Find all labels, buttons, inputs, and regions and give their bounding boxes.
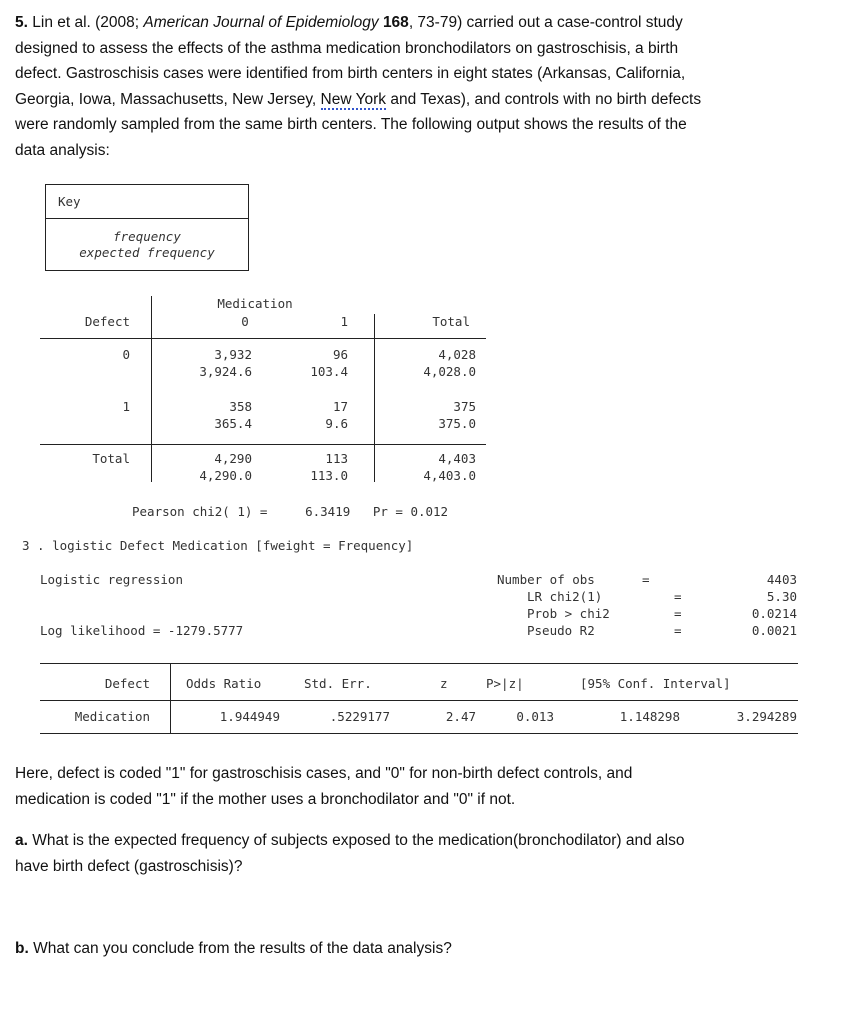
stat-lrchi2-label: LR chi2(1): [527, 589, 603, 604]
question-line-5: were randomly sampled from the same birth centers. The following output shows the results of the: [15, 116, 687, 133]
crosstab-vline-right: [374, 314, 375, 482]
coef-row-se: .5229177: [329, 709, 390, 724]
coding-note-line-2: medication is coded "1" if the mother uses a bronchodilator and "0" if not.: [15, 790, 516, 808]
coef-top-rule: [40, 663, 798, 664]
coef-bottom-rule: [40, 733, 798, 734]
coef-header-ci: [95% Conf. Interval]: [580, 676, 731, 691]
cell-r2-c1-freq: 113: [325, 451, 348, 466]
stat-lrchi2-eq: =: [674, 589, 682, 604]
question-line-4-pre: Georgia, Iowa, Massachusetts, New Jersey,: [15, 90, 321, 108]
stat-nobs-label: Number of obs: [497, 572, 595, 587]
coef-row-or: 1.944949: [219, 709, 280, 724]
part-b-label: b.: [15, 940, 29, 957]
logistic-title: Logistic regression: [40, 572, 183, 587]
cell-r0-c0-freq: 3,932: [214, 347, 252, 362]
cell-r2-c0-exp: 4,290.0: [199, 468, 252, 483]
part-a-line-1: [15, 828, 855, 854]
part-a-question: [15, 828, 855, 879]
row-label-total: Total: [92, 451, 130, 466]
coef-header-p: P>|z|: [486, 676, 524, 691]
cell-r1-c0-freq: 358: [229, 399, 252, 414]
coef-row-p: 0.013: [516, 709, 554, 724]
coef-row-ci-hi: 3.294289: [736, 709, 797, 724]
citation-journal: American Journal of Epidemiology: [143, 14, 379, 31]
question-line-4: [15, 87, 855, 113]
coef-header-dep: Defect: [104, 676, 150, 691]
citation-volume: 168: [382, 14, 409, 31]
cell-r2-tot-exp: 4,403.0: [423, 468, 476, 483]
cell-r0-tot-exp: 4,028.0: [423, 364, 476, 379]
cell-r2-c0-freq: 4,290: [214, 451, 252, 466]
cell-r1-c0-exp: 365.4: [214, 416, 252, 431]
cell-r1-c1-exp: 9.6: [325, 416, 348, 431]
cell-r1-tot-exp: 375.0: [438, 416, 476, 431]
row-label-1: 1: [122, 399, 130, 414]
key-divider: [46, 218, 248, 219]
question-number: 5.: [15, 14, 28, 31]
question-line-2: designed to assess the effects of the asthma medication bronchodilators on gastroschisis, a birth: [15, 39, 679, 57]
new-york-underlined: New York: [320, 90, 387, 108]
coef-row-name: Medication: [74, 709, 150, 724]
row-label-0: 0: [122, 347, 130, 362]
coef-row-z: 2.47: [445, 709, 476, 724]
part-a-label: a.: [15, 832, 28, 849]
coding-note: [15, 761, 855, 812]
cell-r2-c1-exp: 113.0: [310, 468, 348, 483]
cell-r1-c1-freq: 17: [332, 399, 348, 414]
crosstab-header-rule: [40, 338, 486, 339]
part-a-text-1: What is the expected frequency of subjects exposed to the medication(bronchodilator) and also: [27, 832, 685, 849]
part-b-line-1: [15, 936, 855, 962]
cell-r1-tot-freq: 375: [453, 399, 476, 414]
stat-nobs-eq: =: [642, 572, 650, 587]
coding-note-line-1: Here, defect is coded "1" for gastroschisis cases, and "0" for non-birth defect controls, and: [15, 765, 633, 782]
crosstab-vline-left: [151, 296, 152, 482]
coef-header-or: Odds Ratio: [186, 676, 262, 691]
key-title: Key: [58, 194, 81, 209]
coef-row-ci-lo: 1.148298: [619, 709, 680, 724]
part-b-question: [15, 936, 855, 962]
question-line-1: [15, 10, 855, 36]
key-frequency: frequency: [113, 229, 181, 244]
stat-prob-eq: =: [674, 606, 682, 621]
key-box: [45, 184, 249, 271]
coef-header-se: Std. Err.: [304, 676, 372, 691]
stat-pseudor2-eq: =: [674, 623, 682, 638]
part-b-text: What can you conclude from the results of the data analysis?: [28, 940, 452, 957]
cell-r0-c0-exp: 3,924.6: [199, 364, 252, 379]
cell-r0-tot-freq: 4,028: [438, 347, 476, 362]
pearson-chi2: Pearson chi2( 1) = 6.3419 Pr = 0.012: [132, 504, 449, 519]
stat-nobs-value: 4403: [766, 572, 797, 587]
question-line-4-post: and Texas), and controls with no birth defects: [386, 90, 702, 108]
log-likelihood: Log likelihood = -1279.5777: [40, 623, 244, 638]
crosstab-total-rule: [40, 444, 486, 445]
question-paragraph: [15, 10, 855, 163]
question-line-1-rest: carried out a case-control study: [462, 14, 683, 31]
citation-pages: , 73-79): [408, 14, 463, 31]
col-header-0: 0: [241, 314, 249, 329]
key-expected-frequency: expected frequency: [79, 245, 215, 260]
row-var-defect: Defect: [84, 314, 130, 329]
stat-pseudor2-label: Pseudo R2: [527, 623, 595, 638]
stat-prob-value: 0.0214: [751, 606, 797, 621]
coef-vline: [170, 663, 171, 733]
stat-pseudor2-value: 0.0021: [751, 623, 797, 638]
cell-r0-c1-exp: 103.4: [310, 364, 348, 379]
col-header-total: Total: [432, 314, 470, 329]
question-line-3: defect. Gastroschisis cases were identified from birth centers in eight states (Arkansas, California,: [15, 65, 686, 82]
col-header-1: 1: [340, 314, 348, 329]
citation-authors: Lin et al. (2008;: [32, 14, 140, 31]
stat-lrchi2-value: 5.30: [766, 589, 797, 604]
col-var-medication: Medication: [217, 296, 293, 311]
cell-r0-c1-freq: 96: [332, 347, 348, 362]
coef-header-rule: [40, 700, 798, 701]
stat-prob-label: Prob > chi2: [527, 606, 610, 621]
coef-header-z: z: [440, 676, 448, 691]
question-line-6: data analysis:: [15, 141, 110, 159]
stata-command: 3 . logistic Defect Medication [fweight = Frequency]: [22, 538, 414, 553]
cell-r2-tot-freq: 4,403: [438, 451, 476, 466]
part-a-line-2: have birth defect (gastroschisis)?: [15, 857, 243, 875]
